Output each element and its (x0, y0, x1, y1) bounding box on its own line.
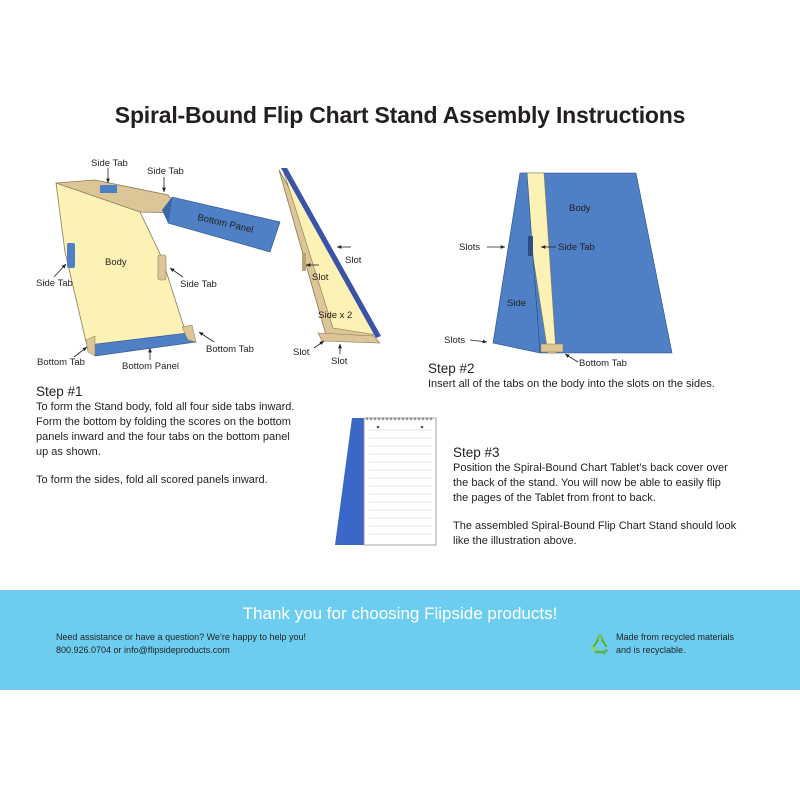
step-1-block (36, 384, 294, 488)
label-slot-mid: Slot (312, 272, 329, 283)
label-side-tab-top-right: Side Tab (147, 166, 184, 177)
label-slots-top: Slots (459, 242, 481, 253)
step-3-line-3: the pages of the Tablet from front to back. (453, 492, 656, 504)
step-1-line-4: up as shown. (36, 446, 101, 458)
step-3-line-4: The assembled Spiral-Bound Flip Chart Stand should look (453, 520, 737, 532)
step-3-block (453, 445, 736, 549)
step-3-line-5: like the illustration above. (453, 535, 577, 547)
label-slot-bottom-right: Slot (331, 356, 348, 367)
side-tab-right (158, 255, 166, 280)
tablet-side (335, 418, 364, 545)
label-bottom-panel-top: Bottom Panel (196, 212, 255, 236)
step-2-block (428, 361, 715, 392)
step-1-heading: Step #1 (36, 384, 83, 399)
side-tab-top (100, 185, 117, 193)
label-side-x2: Side x 2 (318, 310, 353, 321)
label-slots-bottom: Slots (444, 335, 466, 346)
step-2-line-1: Insert all of the tabs on the body into the slots on the sides. (428, 378, 715, 390)
label-stand-side-tab: Side Tab (558, 242, 595, 253)
step-3-line-2: the back of the stand. You will now be able to easily flip (453, 477, 721, 489)
thank-you-message: Thank you for choosing Flipside products! (242, 604, 558, 623)
page-title: Spiral-Bound Flip Chart Stand Assembly Instructions (114, 102, 686, 128)
step-1-line-5: To form the sides, fold all scored panels inward. (36, 474, 268, 486)
eco-note (616, 631, 734, 657)
step-1-line-1: To form the Stand body, fold all four side tabs inward. (36, 401, 295, 413)
step-2-heading: Step #2 (428, 361, 475, 376)
label-bottom-tab-right: Bottom Tab (206, 344, 254, 355)
label-stand-side: Side (507, 298, 527, 309)
eco-line-2: and is recyclable. (616, 645, 686, 655)
label-side-tab-right: Side Tab (180, 279, 217, 290)
label-bottom-tab-left: Bottom Tab (37, 357, 85, 368)
stand-bottom-tab (541, 344, 563, 352)
label-slot-right: Slot (345, 255, 362, 266)
label-slot-bottom-left: Slot (293, 347, 310, 358)
label-stand-bottom-tab: Bottom Tab (579, 358, 627, 369)
help-contact (56, 631, 306, 657)
label-side-tab-left: Side Tab (36, 278, 73, 289)
label-bottom-panel-bottom: Bottom Panel (122, 361, 180, 372)
step-1-line-3: panels inward and the four tabs on the bottom panel (36, 431, 290, 443)
step-1-line-2: Form the bottom by folding the scores on the bottom (36, 416, 291, 428)
figure-3-assembled-stand (493, 173, 672, 353)
step-3-line-1: Position the Spiral-Bound Chart Tablet’s back cover over (453, 462, 728, 474)
label-body: Body (105, 257, 127, 268)
figure-4-flip-chart-tablet (335, 418, 436, 545)
help-line-2[interactable]: 800.926.0704 or info@flipsideproducts.com (56, 645, 230, 655)
step-3-heading: Step #3 (453, 445, 500, 460)
eco-line-1: Made from recycled materials (616, 632, 735, 642)
slot-mid (302, 253, 306, 271)
footer-banner (0, 590, 800, 690)
help-line-1: Need assistance or have a question? We’re happy to help you! (56, 632, 306, 642)
label-side-tab-top-left: Side Tab (91, 158, 128, 169)
recycle-icon (588, 631, 612, 657)
stand-slot-top (528, 236, 533, 256)
side-tab-left (67, 243, 75, 268)
label-stand-body: Body (569, 203, 591, 214)
